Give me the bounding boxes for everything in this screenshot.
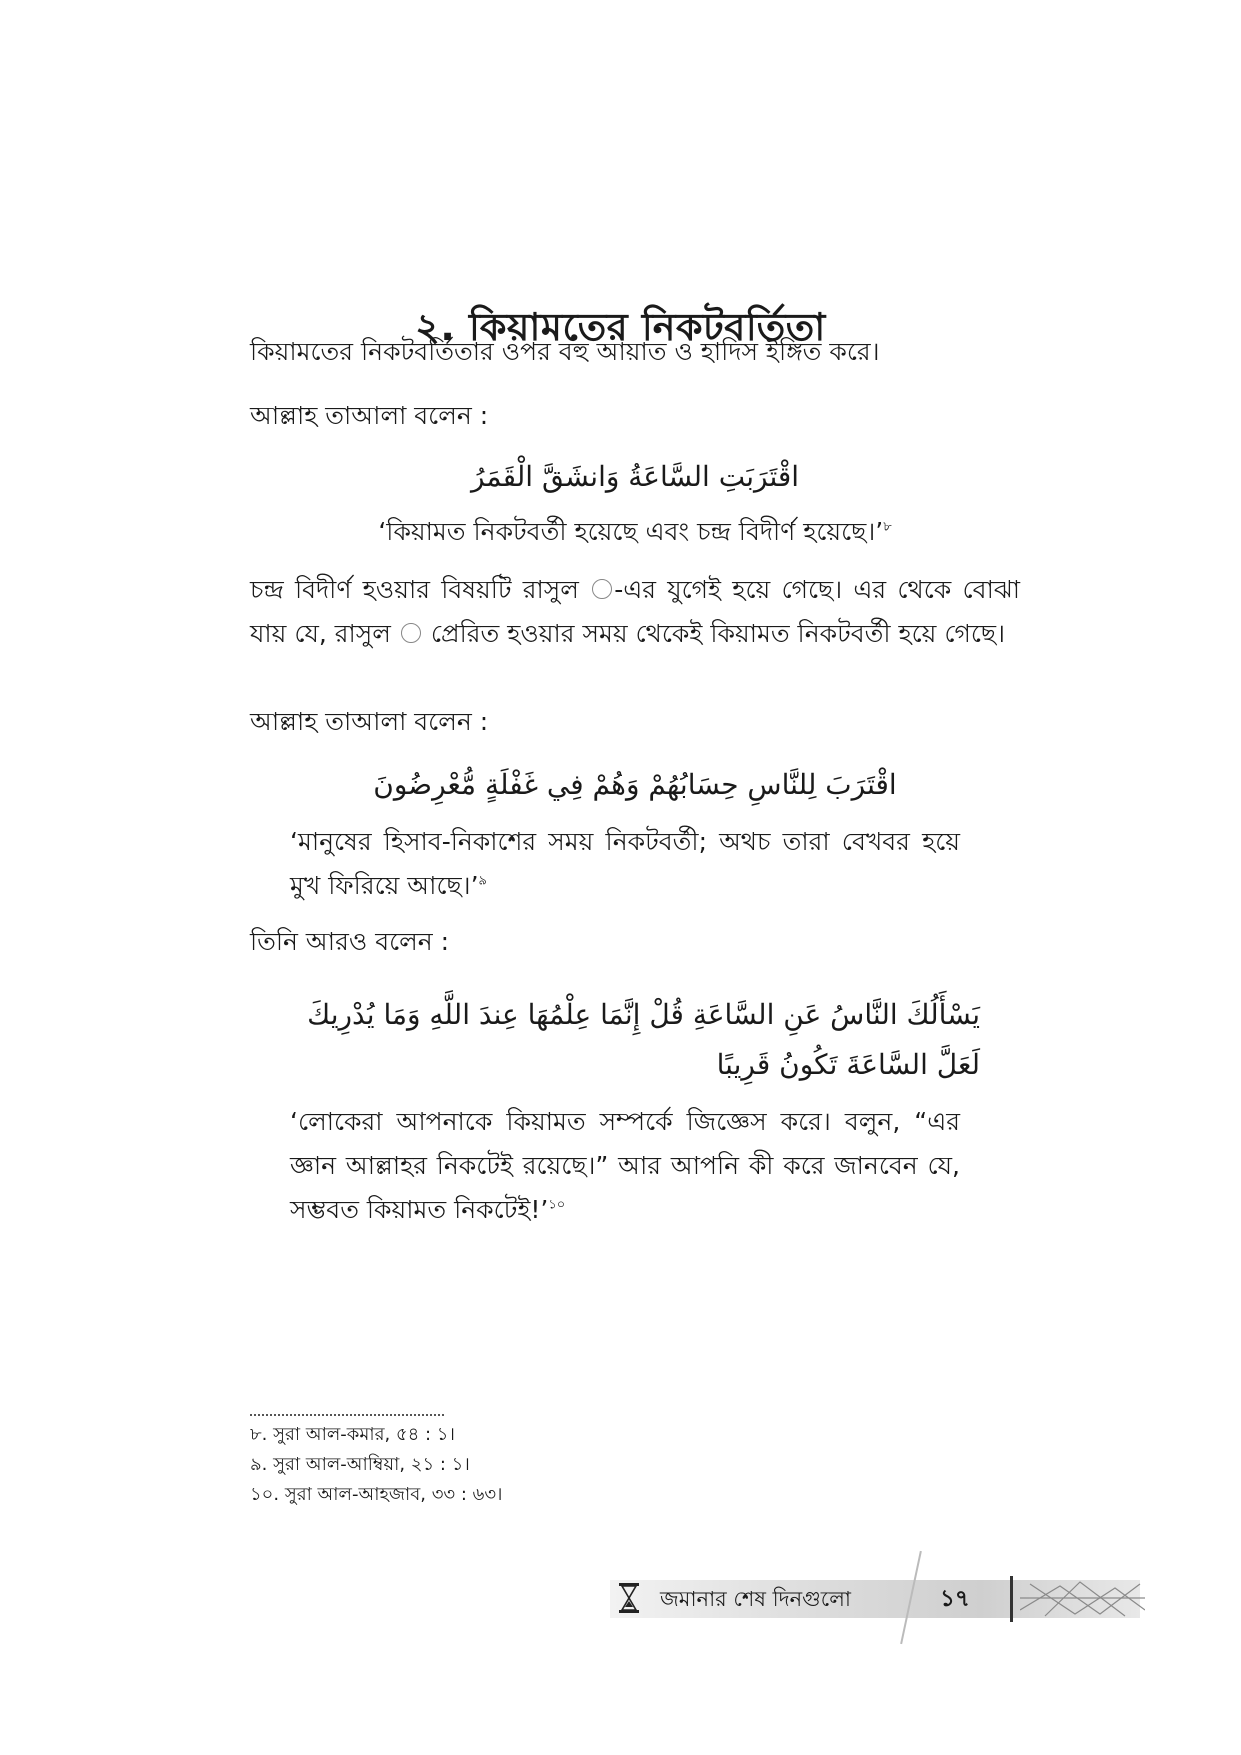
translation-3-text: ‘লোকেরা আপনাকে কিয়ামত সম্পর্কে জিজ্ঞেস করে। বলুন, “এর জ্ঞান আল্লাহর নিকটেই রয়েছে।” আর আপনি কী করে জানবেন যে, সম্ভবত কিয়ামত নিকটেই!’ — [290, 1107, 960, 1224]
chapter-title: ২. কিয়ামতের নিকটবর্তিতা — [415, 305, 826, 349]
translation-2 — [290, 820, 960, 908]
translation-1-text: ‘কিয়ামত নিকটবর্তী হয়েছে এবং চন্দ্র বিদীর্ণ হয়েছে।’ — [378, 517, 884, 546]
arabic-ayah-2: اقْتَرَبَ لِلنَّاسِ حِسَابُهُمْ وَهُمْ فِي غَفْلَةٍ مُّعْرِضُونَ — [373, 768, 897, 801]
translation-3 — [290, 1100, 960, 1232]
footnote-ref-8: ৮ — [883, 519, 892, 535]
translation-2-text: ‘মানুষের হিসাব-নিকাশের সময় নিকটবর্তী; অথচ তারা বেখবর হয়ে মুখ ফিরিয়ে আছে।’ — [290, 827, 960, 900]
page-number: ১৭ — [940, 1586, 970, 1612]
geometric-ornament — [1020, 1580, 1145, 1618]
salawat-icon — [401, 623, 421, 643]
footnote-10: ১০. সুরা আল-আহজাব, ৩৩ : ৬৩। — [250, 1484, 503, 1505]
footnote-separator — [250, 1414, 444, 1416]
translation-1 — [250, 510, 1020, 554]
salawat-icon — [592, 579, 612, 599]
footnote-8: ৮. সুরা আল-কমার, ৫৪ : ১। — [250, 1424, 455, 1445]
footnote-ref-10: ১০ — [548, 1197, 566, 1213]
hourglass-icon — [618, 1582, 640, 1614]
intro-paragraph: কিয়ামতের নিকটবর্তিতার ওপর বহু আয়াত ও হাদিস ইঙ্গিত করে। — [250, 337, 880, 366]
explanation-part-b: -এর যুগেই হয়ে গেছে। এর থেকে বোঝা যায় যে, রাসুল — [250, 575, 1020, 648]
explanation-paragraph — [250, 568, 1020, 656]
allah-says-label-2: আল্লাহ তাআলা বলেন : — [250, 707, 489, 736]
folio-divider — [1010, 1576, 1013, 1622]
arabic-ayah-1: اقْتَرَبَتِ السَّاعَةُ وَانشَقَّ الْقَمَرُ — [470, 460, 800, 493]
arabic-ayah-3: يَسْأَلُكَ النَّاسُ عَنِ السَّاعَةِ قُلْ إِنَّمَا عِلْمُهَا عِندَ اللَّهِ وَمَا يُدْرِيكَ لَعَلَّ السَّاعَةَ تَكُونُ قَرِيبًا — [307, 998, 980, 1081]
explanation-part-a: চন্দ্র বিদীর্ণ হওয়ার বিষয়টি রাসুল — [250, 575, 579, 604]
allah-says-label-1: আল্লাহ তাআলা বলেন : — [250, 401, 489, 430]
he-also-says-label: তিনি আরও বলেন : — [250, 927, 450, 956]
running-title: জমানার শেষ দিনগুলো — [660, 1587, 851, 1611]
footnote-9: ৯. সুরা আল-আম্বিয়া, ২১ : ১। — [250, 1454, 470, 1475]
footnote-ref-9: ৯ — [478, 873, 487, 889]
explanation-part-c: প্রেরিত হওয়ার সময় থেকেই কিয়ামত নিকটবর্তী হয়ে গেছে। — [430, 619, 1006, 648]
